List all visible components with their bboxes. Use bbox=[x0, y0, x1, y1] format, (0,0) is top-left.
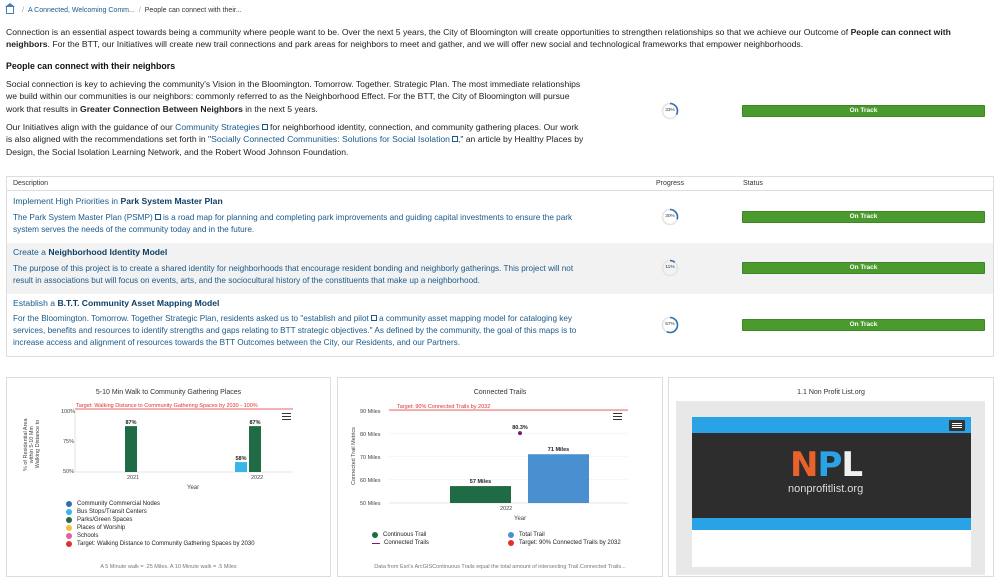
y-axis-label-line: Walking Distance to bbox=[35, 419, 41, 469]
initiative-title-prefix: Establish a bbox=[13, 298, 58, 308]
legend-label: Places of Worship bbox=[77, 525, 126, 531]
x-tick: 2022 bbox=[251, 475, 264, 481]
npl-topbar bbox=[692, 417, 971, 433]
legend-swatch bbox=[508, 540, 514, 546]
legend-swatch bbox=[66, 525, 72, 531]
outcome-text: for neighborhood identity, connection, and community gathering places. Our work is also aligned with the recommendations set forth in " bbox=[6, 122, 579, 145]
outcome-text: ," an article by Healthy Places by Design, the Social Isolation Learning Network, and the Robert Wood Johnson Foundation. bbox=[6, 134, 584, 157]
target-label: Target: 90% Connected Trails by 2032 bbox=[397, 404, 491, 410]
target-label: Target: Walking Distance to Community Gathering Spaces by 2030 - 100% bbox=[76, 403, 258, 409]
trails-chart-title: Connected Trails bbox=[473, 389, 527, 396]
initiative-progress-label: 30% bbox=[665, 214, 675, 219]
community-strategies-link[interactable]: Community Strategies bbox=[175, 122, 260, 132]
intro-text: Connection is an essential aspect towards being a community where people want to be. Over the next 5 years, the City of Bloomington will create opportunities to strengthen relationships so that we achieve our Outcome of bbox=[6, 27, 851, 37]
initiative-title[interactable] bbox=[13, 247, 167, 257]
npl-card-title: 1.1 Non Profit List.org bbox=[797, 389, 865, 396]
walk-bars bbox=[125, 420, 261, 472]
initiative-status-badge: On Track bbox=[742, 319, 985, 331]
trail-bar-label: 57 Miles bbox=[469, 479, 492, 486]
y-axis-label-line: % of Residential Area bbox=[23, 418, 29, 472]
legend-item[interactable] bbox=[66, 524, 255, 532]
legend-item[interactable] bbox=[66, 508, 255, 516]
intro-text-end: . For the BTT, our Initiatives will create new trail connections and park areas for neighbors to meet and gather, and we will offer new social and technological frameworks that empower neighborhoods. bbox=[47, 39, 804, 49]
initiative-title-prefix: Implement High Priorities in bbox=[13, 196, 121, 206]
y-axis-label bbox=[23, 417, 41, 471]
npl-bottombar bbox=[692, 518, 971, 530]
initiative-description: The purpose of this project is to create a shared identity for neighborhoods that encourage resident bonding and neighborly gatherings. This project will not result in associations but will focus on events, arts, and the sociocultural history of the constituents that make up a neighborhood. bbox=[13, 264, 574, 286]
breadcrumb-parent-link[interactable]: A Connected, Welcoming Comm... bbox=[27, 6, 135, 14]
y-tick: 100% bbox=[61, 409, 76, 415]
outcome-heading: People can connect with their neighbors bbox=[6, 61, 176, 71]
npl-preview bbox=[692, 417, 971, 567]
walk-bar-label: 87% bbox=[249, 420, 261, 427]
legend-item[interactable] bbox=[508, 539, 621, 547]
legend-label: Connected Trails bbox=[384, 540, 430, 546]
outcome-text-end: in the next 5 years. bbox=[242, 103, 318, 114]
home-icon[interactable] bbox=[6, 7, 14, 14]
trails-chart-footnote: Data from Esri's ArcGISContinuous Trails equal the total amount of intersecting Trail.Connected Trails... bbox=[374, 564, 626, 570]
initiative-progress-label: 57% bbox=[665, 322, 675, 327]
breadcrumb-separator: / bbox=[22, 6, 24, 14]
x-axis-label: Year bbox=[514, 516, 527, 522]
header-progress: Progress bbox=[656, 180, 685, 187]
legend-swatch bbox=[66, 509, 72, 515]
initiative-progress-ring bbox=[661, 208, 679, 226]
legend-label: Community Commercial Nodes bbox=[77, 501, 161, 507]
outcome-progress-label: 33% bbox=[665, 108, 675, 113]
legend-swatch bbox=[66, 501, 72, 507]
y-axis-label: Connected Trail Metrics bbox=[351, 427, 357, 485]
initiative-description-text: a community asset mapping model for cataloging key services, benefits and resources to identify strengths and gaps relating to BTT strategic objectives." As defined by the community, the goal of this maps is to increase access and alignment of resources towards the BTT Outcomes between the City, our Residents, and our Partners. bbox=[13, 314, 577, 348]
legend-label: Continuous Trail bbox=[383, 532, 427, 538]
npl-logo-l: L bbox=[841, 445, 863, 485]
initiative-title[interactable] bbox=[13, 196, 223, 206]
trail-grid bbox=[389, 411, 628, 479]
intro-outcome-bold: People can connect with neighbors bbox=[6, 27, 951, 49]
npl-logo-subtitle: nonprofitlist.org bbox=[788, 483, 864, 495]
outcome-paragraph-2 bbox=[6, 121, 586, 158]
legend-swatch bbox=[66, 533, 72, 539]
walk-chart-legend bbox=[66, 500, 255, 548]
trail-bars bbox=[450, 425, 589, 503]
legend-label: Target: Walking Distance to Community Gathering Spaces by 2030 bbox=[77, 541, 255, 547]
breadcrumb bbox=[6, 4, 242, 16]
header-status: Status bbox=[743, 180, 763, 187]
npl-logo-p: P bbox=[817, 445, 842, 485]
x-tick: 2021 bbox=[127, 475, 140, 481]
header-description: Description bbox=[13, 180, 49, 187]
outcome-progress-ring bbox=[661, 102, 679, 120]
outcome-text: Our Initiatives align with the guidance of our bbox=[6, 122, 176, 132]
initiative-progress-ring bbox=[661, 259, 679, 277]
trails-chart bbox=[338, 378, 664, 578]
initiative-title-bold: Park System Master Plan bbox=[120, 196, 223, 206]
y-tick: 70 Miles bbox=[360, 455, 381, 461]
legend-item[interactable] bbox=[66, 516, 255, 524]
initiative-status-badge: On Track bbox=[742, 211, 985, 223]
y-tick: 80 Miles bbox=[360, 432, 381, 438]
legend-item[interactable] bbox=[508, 531, 545, 539]
trail-bar-label: 71 Miles bbox=[547, 447, 570, 454]
outcome-status-badge: On Track bbox=[742, 105, 985, 117]
initiative-progress-label: 11% bbox=[665, 265, 675, 270]
legend-swatch bbox=[508, 532, 514, 538]
outcome-text: Social connection is key to achieving the community's Vision in the Bloomington. Tomorrow. Together. Strategic Plan. The most immediate relationships we build within our communities is our neighbors: commonly referred to as the Neighborhood Effect. For the BTT, the City of Bloomington will pursue work that results in bbox=[6, 79, 581, 114]
psmp-link[interactable]: The Park System Master Plan (PSMP) bbox=[13, 213, 153, 222]
trails-chart-card bbox=[337, 377, 663, 577]
breadcrumb-separator: / bbox=[138, 6, 141, 14]
npl-logo bbox=[790, 447, 862, 483]
npl-banner bbox=[692, 433, 971, 518]
npl-logo-n: N bbox=[790, 445, 818, 485]
legend-item[interactable] bbox=[66, 500, 255, 508]
legend-item[interactable] bbox=[372, 539, 429, 547]
x-tick: 2022 bbox=[500, 506, 513, 512]
y-tick: 75% bbox=[63, 439, 75, 445]
npl-menu-icon[interactable] bbox=[949, 420, 965, 431]
table-header bbox=[7, 177, 993, 191]
legend-item[interactable] bbox=[372, 531, 426, 539]
outcome-bold: Greater Connection Between Neighbors bbox=[80, 103, 243, 114]
outcome-paragraph-1 bbox=[6, 78, 586, 115]
trail-bar[interactable] bbox=[450, 486, 511, 503]
walk-chart-footnote: A 5 Minute walk = .25 Miles. A 10 Minute walk = .5 Miles bbox=[100, 564, 237, 570]
initiative-status-badge: On Track bbox=[742, 262, 985, 274]
legend-label: Parks/Green Spaces bbox=[77, 517, 133, 523]
initiative-description-text: is a road map for planning and completing park improvements and guiding capital investments to ensure the park system serves the needs of the community today and in the future. bbox=[13, 213, 573, 235]
walk-bar-label: 58% bbox=[235, 456, 247, 463]
legend-swatch bbox=[66, 517, 72, 523]
y-tick: 60 Miles bbox=[360, 478, 381, 484]
walk-bar[interactable] bbox=[235, 462, 247, 472]
y-axis-label-line: within 5-10 Min bbox=[29, 426, 35, 464]
legend-label: Schools bbox=[77, 533, 99, 539]
walk-bar[interactable] bbox=[125, 426, 137, 472]
legend-label: Target: 90% Connected Trails by 2032 bbox=[519, 540, 621, 546]
walk-chart bbox=[7, 378, 332, 578]
initiative-progress-ring bbox=[661, 316, 679, 334]
y-tick: 50% bbox=[63, 469, 75, 475]
x-axis-label: Year bbox=[187, 485, 200, 491]
connected-trails-label: 80.3% bbox=[512, 425, 528, 432]
npl-preview-frame[interactable] bbox=[676, 401, 985, 575]
y-tick: 90 Miles bbox=[360, 409, 381, 415]
breadcrumb-current: People can connect with their... bbox=[144, 6, 242, 14]
legend-swatch bbox=[372, 543, 380, 544]
walk-chart-card bbox=[6, 377, 331, 577]
intro-paragraph bbox=[6, 26, 991, 50]
legend-label: Bus Stops/Transit Centers bbox=[77, 509, 147, 515]
legend-label: Total Trail bbox=[519, 532, 545, 538]
initiative-description bbox=[13, 313, 593, 350]
y-tick: 50 Miles bbox=[360, 501, 381, 507]
connected-trails-point[interactable] bbox=[518, 431, 522, 435]
initiative-description bbox=[13, 212, 593, 236]
walk-bar-label: 87% bbox=[125, 420, 137, 427]
walk-bar[interactable] bbox=[249, 426, 261, 472]
socially-connected-communities-link[interactable]: Socially Connected Communities: Solutions for Social Isolation bbox=[211, 134, 450, 145]
initiative-title-bold: B.T.T. Community Asset Mapping Model bbox=[57, 298, 220, 308]
initiative-description-text: For the Bloomington. Tomorrow. Together Strategic Plan, residents asked us to "establish and pilot bbox=[13, 314, 369, 323]
initiative-title-prefix: Create a bbox=[13, 247, 49, 257]
legend-item[interactable] bbox=[66, 540, 255, 548]
initiative-title[interactable] bbox=[13, 298, 219, 308]
legend-swatch bbox=[372, 532, 378, 538]
initiative-title-bold: Neighborhood Identity Model bbox=[48, 247, 168, 257]
legend-item[interactable] bbox=[66, 532, 255, 540]
walk-chart-title: 5-10 Min Walk to Community Gathering Places bbox=[95, 389, 242, 396]
trail-bar[interactable] bbox=[528, 454, 589, 503]
legend-swatch bbox=[66, 541, 72, 547]
